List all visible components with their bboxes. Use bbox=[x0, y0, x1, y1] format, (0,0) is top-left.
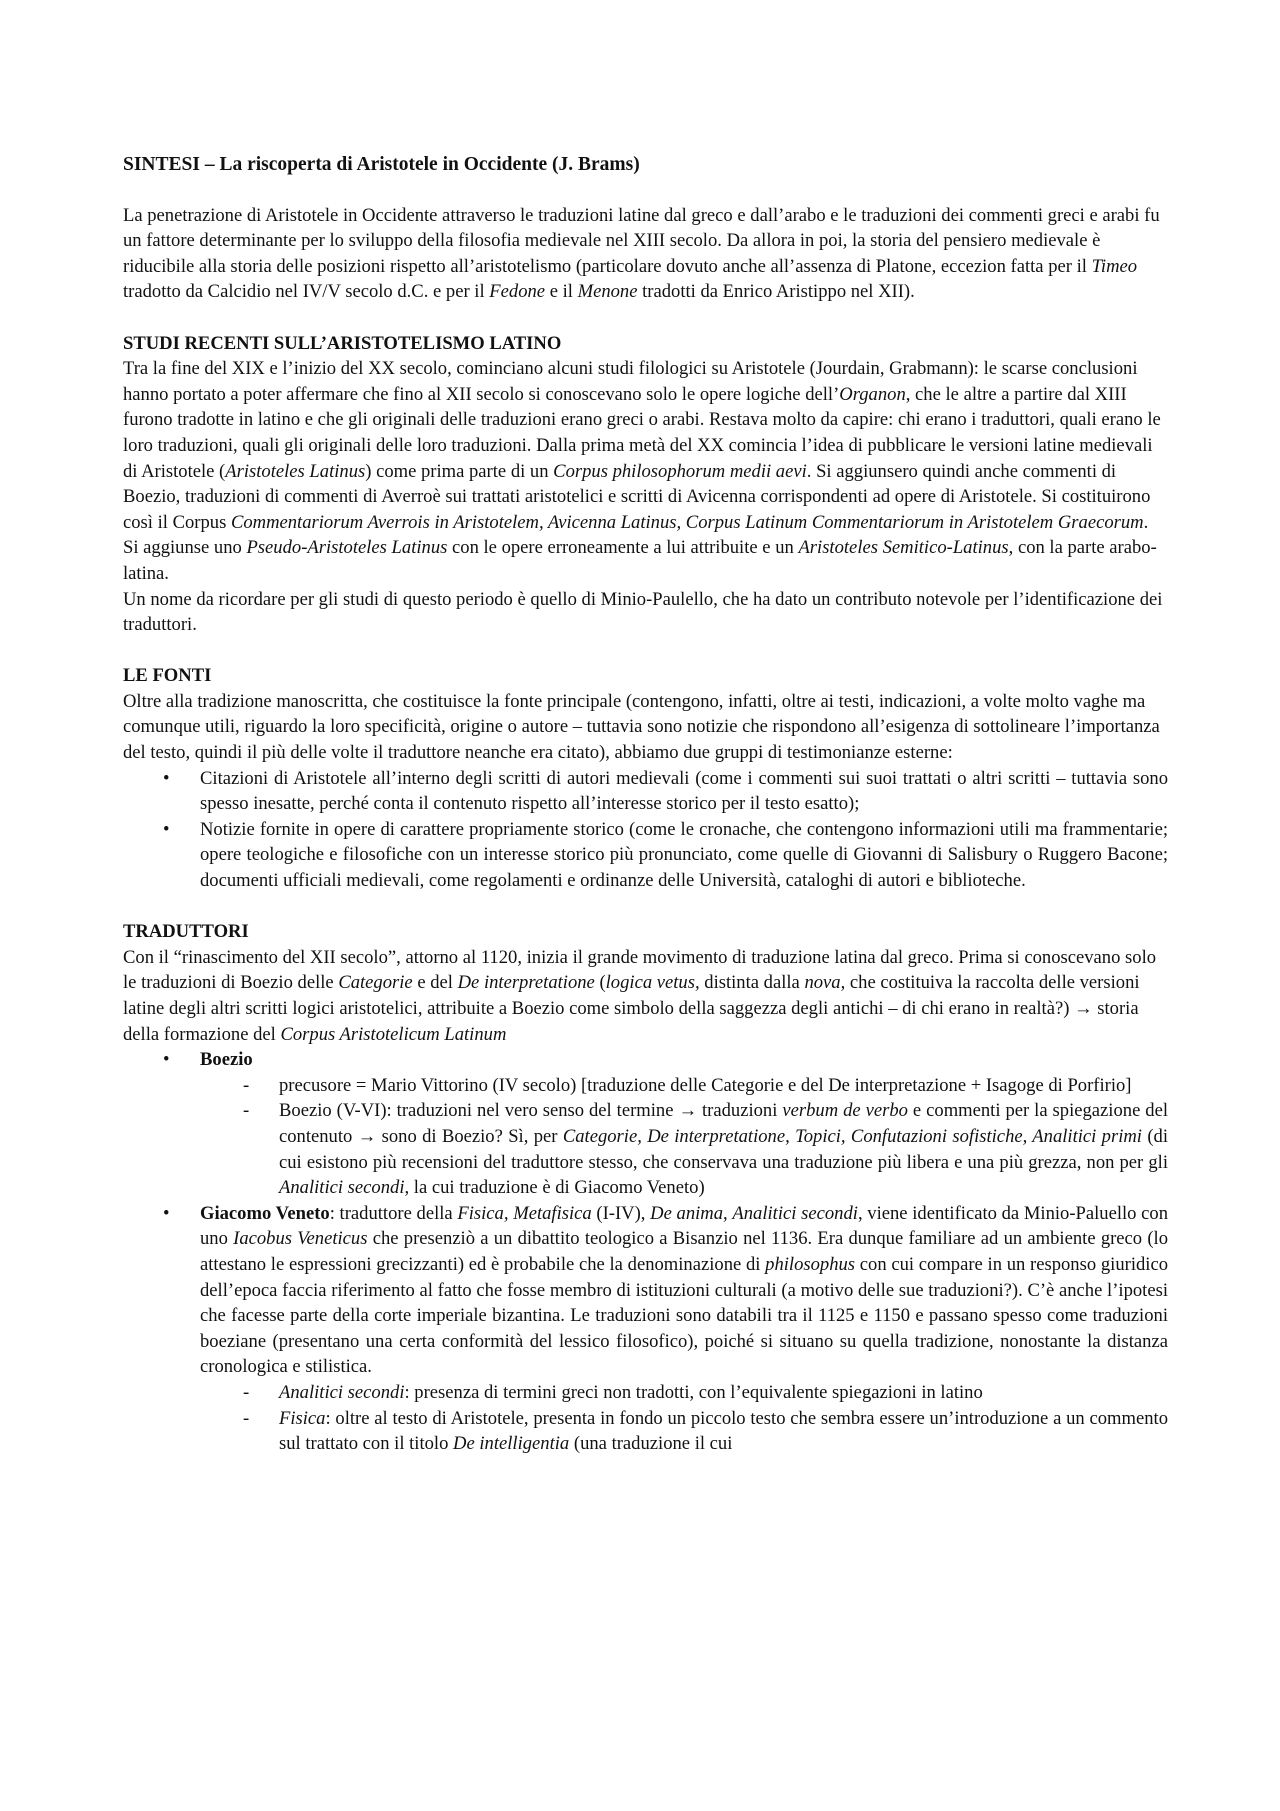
bullet-marker: • bbox=[163, 767, 170, 789]
italic-text: Commentariorum Averrois in Aristotelem, Avicenna Latinus, Corpus Latinum Commentariorum in Aristotelem Graecorum bbox=[230, 511, 1144, 533]
italic-text: logica vetus, bbox=[605, 972, 700, 994]
text-run: Con il “rinascimento del XII secolo”, attorno al 1120, inizia il grande movimento di traduzione latina dal greco. Prima si conoscevano solo le traduzioni di Boezio delle bbox=[123, 946, 1157, 994]
text-run: . Si aggiunsero quindi anche commenti di Boezio, traduzioni di commenti di Averroè sui trattati aristotelici e scritti di Avicenna corrispondenti ad opere di Aristotele. Si costituirono così il Corpus bbox=[123, 460, 1151, 533]
italic-text: Analitici secondi bbox=[279, 1381, 405, 1403]
text-run: (di cui esistono più recensioni del traduttore stesso, che conservava una traduzione più libera e una più grezza, non per gli bbox=[279, 1125, 1168, 1173]
text-run: (I-IV), bbox=[591, 1202, 651, 1224]
italic-text: Iacobus Veneticus bbox=[233, 1228, 368, 1250]
bold-text: Boezio bbox=[200, 1049, 253, 1071]
dash-marker: - bbox=[243, 1381, 250, 1403]
paragraph bbox=[123, 945, 1168, 1047]
text-run: , la cui traduzione è di Giacomo Veneto) bbox=[404, 1177, 705, 1199]
bullet-marker: • bbox=[163, 1049, 170, 1071]
document-body bbox=[123, 203, 1168, 1457]
italic-text: philosophus bbox=[765, 1253, 856, 1275]
text-run: e del bbox=[412, 972, 458, 994]
italic-text: Analitici secondi bbox=[732, 1202, 858, 1224]
text-run: . Si aggiunse uno bbox=[123, 511, 1149, 559]
dash-item bbox=[123, 1380, 1168, 1406]
bullet-marker: • bbox=[163, 1202, 170, 1224]
spacer bbox=[123, 305, 1168, 331]
text-run: e commenti per la spiegazione del contenuto → sono di Boezio? Sì, per bbox=[279, 1100, 1169, 1147]
italic-text: Fisica bbox=[279, 1407, 326, 1429]
section-heading: TRADUTTORI bbox=[123, 921, 249, 943]
dash-marker: - bbox=[243, 1407, 250, 1429]
bullet-marker: • bbox=[163, 818, 170, 840]
text-run: ( bbox=[594, 972, 606, 994]
italic-text: De intelligentia bbox=[453, 1433, 570, 1455]
dash-item bbox=[123, 1073, 1168, 1099]
text-run: che presenziò a un dibattito teologico a Bisanzio nel 1136. Era dunque familiare ad un ambiente greco (lo attestano le espressioni grecizzanti) ed è probabile che la denominazione di bbox=[200, 1228, 1169, 1275]
italic-text: nova bbox=[804, 972, 841, 994]
text-run: Un nome da ricordare per gli studi di questo periodo è quello di Minio-Paulello, che ha dato un contributo notevole per l’identificazione dei traduttori. bbox=[123, 588, 1163, 636]
text-run: (una traduzione il cui bbox=[569, 1433, 733, 1455]
italic-text: Timeo bbox=[1091, 255, 1138, 277]
document-title: SINTESI – La riscoperta di Aristotele in Occidente (J. Brams) bbox=[123, 154, 640, 175]
italic-text: Aristoteles Latinus bbox=[225, 460, 366, 482]
bullet-item bbox=[123, 1201, 1168, 1380]
bold-text: Giacomo Veneto bbox=[200, 1202, 330, 1224]
text-run: distinta dalla bbox=[699, 972, 805, 994]
text-run: precusore = Mario Vittorino (IV secolo) [traduzione delle Categorie e del De interpretazione + Isagoge di Porfirio] bbox=[279, 1074, 1132, 1096]
dash-item bbox=[123, 1406, 1168, 1457]
bullet-item bbox=[123, 1047, 1168, 1073]
italic-text: Aristoteles Semitico-Latinus bbox=[798, 537, 1009, 559]
paragraph bbox=[123, 356, 1168, 586]
text-run: Oltre alla tradizione manoscritta, che costituisce la fonte principale (contengono, infatti, oltre ai testi, indicazioni, a volte molto vaghe ma comunque utili, riguardo la loro specificità, origine o autore – tuttavia sono notizie che rispondono all’esigenza di sottolineare l’importanza del testo, quindi il più delle volte il traduttore neanche era citato), abbiamo due gruppi di testimonianze esterne: bbox=[123, 690, 1160, 764]
document-page bbox=[123, 152, 1168, 1457]
dash-item bbox=[123, 1098, 1168, 1200]
text-run: e il bbox=[545, 281, 578, 303]
text-run: , viene identificato da Minio-Paluello con uno bbox=[200, 1202, 1169, 1250]
italic-text: Organon bbox=[839, 383, 906, 405]
section-heading: LE FONTI bbox=[123, 665, 212, 687]
text-run: , con la parte arabo-latina. bbox=[123, 537, 1157, 584]
bullet-item bbox=[123, 766, 1168, 817]
text-run: Boezio (V-VI): traduzioni nel vero senso del termine → traduzioni bbox=[279, 1100, 783, 1122]
italic-text: Corpus philosophorum medii aevi bbox=[553, 460, 807, 482]
italic-text: Fisica, Metafisica bbox=[457, 1202, 592, 1224]
italic-text: De interpretatione bbox=[457, 972, 595, 994]
paragraph bbox=[123, 689, 1168, 766]
bullet-item bbox=[123, 817, 1168, 894]
text-run: Notizie fornite in opere di carattere propriamente storico (come le cronache, che contengono informazioni utili ma frammentarie; opere teologiche e filosofiche con un interesse storico più pronunciato, come quelle di Giovanni di Salisbury o Ruggero Bacone; documenti ufficiali medievali, come regolamenti e ordinanze delle Università, cataloghi di autori e biblioteche. bbox=[200, 818, 1168, 892]
text-run: : oltre al testo di Aristotele, presenta in fondo un piccolo testo che sembra essere un’introduzione a un commento sul trattato con il titolo bbox=[279, 1407, 1168, 1455]
text-run: La penetrazione di Aristotele in Occidente attraverso le traduzioni latine dal greco e dall’arabo e le traduzioni dei commenti greci e arabi fu un fattore determinante per lo sviluppo della filosofia medievale nel XIII secolo. Da allora in poi, la storia del pensiero medievale è riducibile alla storia delle posizioni rispetto all’aristotelismo (particolare dovuto anche all’assenza di Platone, eccezion fatta per il bbox=[123, 204, 1160, 277]
italic-text: Categorie, De interpretatione, Topici, Confutazioni sofistiche, Analitici primi bbox=[562, 1125, 1142, 1147]
text-run: , che costituiva la raccolta delle versioni latine degli altri scritti logici aristotelici, attribuite a Boezio come simbolo della saggezza degli antichi – di chi erano in realtà?) → storia della formazione del bbox=[123, 972, 1140, 1045]
spacer bbox=[123, 894, 1168, 920]
text-run: ) come prima parte di un bbox=[365, 460, 554, 482]
italic-text: Analitici secondi bbox=[279, 1177, 405, 1199]
text-run: Citazioni di Aristotele all’interno degli scritti di autori medievali (come i commenti sui suoi trattati o altri scritti – tuttavia sono spesso inesatte, perché conta il contenuto rispetto all’interesse storico per il testo esatto); bbox=[200, 767, 1168, 815]
paragraph bbox=[123, 587, 1168, 638]
spacer bbox=[123, 638, 1168, 664]
text-run: con le opere erroneamente a lui attribuite e un bbox=[447, 537, 799, 559]
paragraph bbox=[123, 203, 1168, 305]
text-run: con cui compare in un responso giuridico dell’epoca faccia riferimento al fatto che fosse membro di istituzioni culturali (a motivo delle sue traduzioni?). C’è anche l’ipotesi che facesse parte della corte imperiale bizantina. Le traduzioni sono databili tra il 1125 e 1150 e passano spesso come traduzioni boeziane (presentano una certa conformità del lessico filosofico), poiché si situano su quella tradizione, nonostante la distanza cronologica e stilistica. bbox=[200, 1253, 1168, 1378]
italic-text: Fedone bbox=[489, 281, 546, 303]
italic-text: verbum de verbo bbox=[782, 1100, 908, 1122]
italic-text: Corpus Aristotelicum Latinum bbox=[280, 1023, 507, 1045]
italic-text: Categorie bbox=[338, 972, 413, 994]
text-run: Tra la fine del XIX e l’inizio del XX secolo, cominciano alcuni studi filologici su Aristotele (Jourdain, Grabmann): le scarse conclusioni hanno portato a poter affermare che fino al XII secolo si conoscevano solo le opere logiche dell’ bbox=[123, 358, 1138, 405]
dash-marker: - bbox=[243, 1100, 250, 1122]
italic-text: Menone bbox=[577, 281, 638, 303]
text-run: : presenza di termini greci non tradotti, con l’equivalente spiegazioni in latino bbox=[404, 1381, 983, 1403]
dash-marker: - bbox=[243, 1074, 250, 1096]
text-run: tradotto da Calcidio nel IV/V secolo d.C. e per il bbox=[123, 281, 490, 303]
text-run: , che le altre a partire dal XIII furono tradotte in latino e che gli originali delle traduzioni erano greci o arabi. Restava molto da capire: chi erano i traduttori, quali erano le loro traduzioni, quali gli originali delle loro traduzioni. Dalla prima metà del XX comincia l’idea di pubblicare le versioni latine medievali di Aristotele ( bbox=[123, 383, 1161, 482]
italic-text: Pseudo-Aristoteles Latinus bbox=[246, 537, 448, 559]
text-run: : traduttore della bbox=[329, 1202, 458, 1224]
section-heading: STUDI RECENTI SULL’ARISTOTELISMO LATINO bbox=[123, 332, 562, 354]
text-run: , bbox=[723, 1202, 733, 1224]
text-run: tradotti da Enrico Aristippo nel XII). bbox=[637, 281, 915, 303]
italic-text: De anima bbox=[650, 1202, 724, 1224]
